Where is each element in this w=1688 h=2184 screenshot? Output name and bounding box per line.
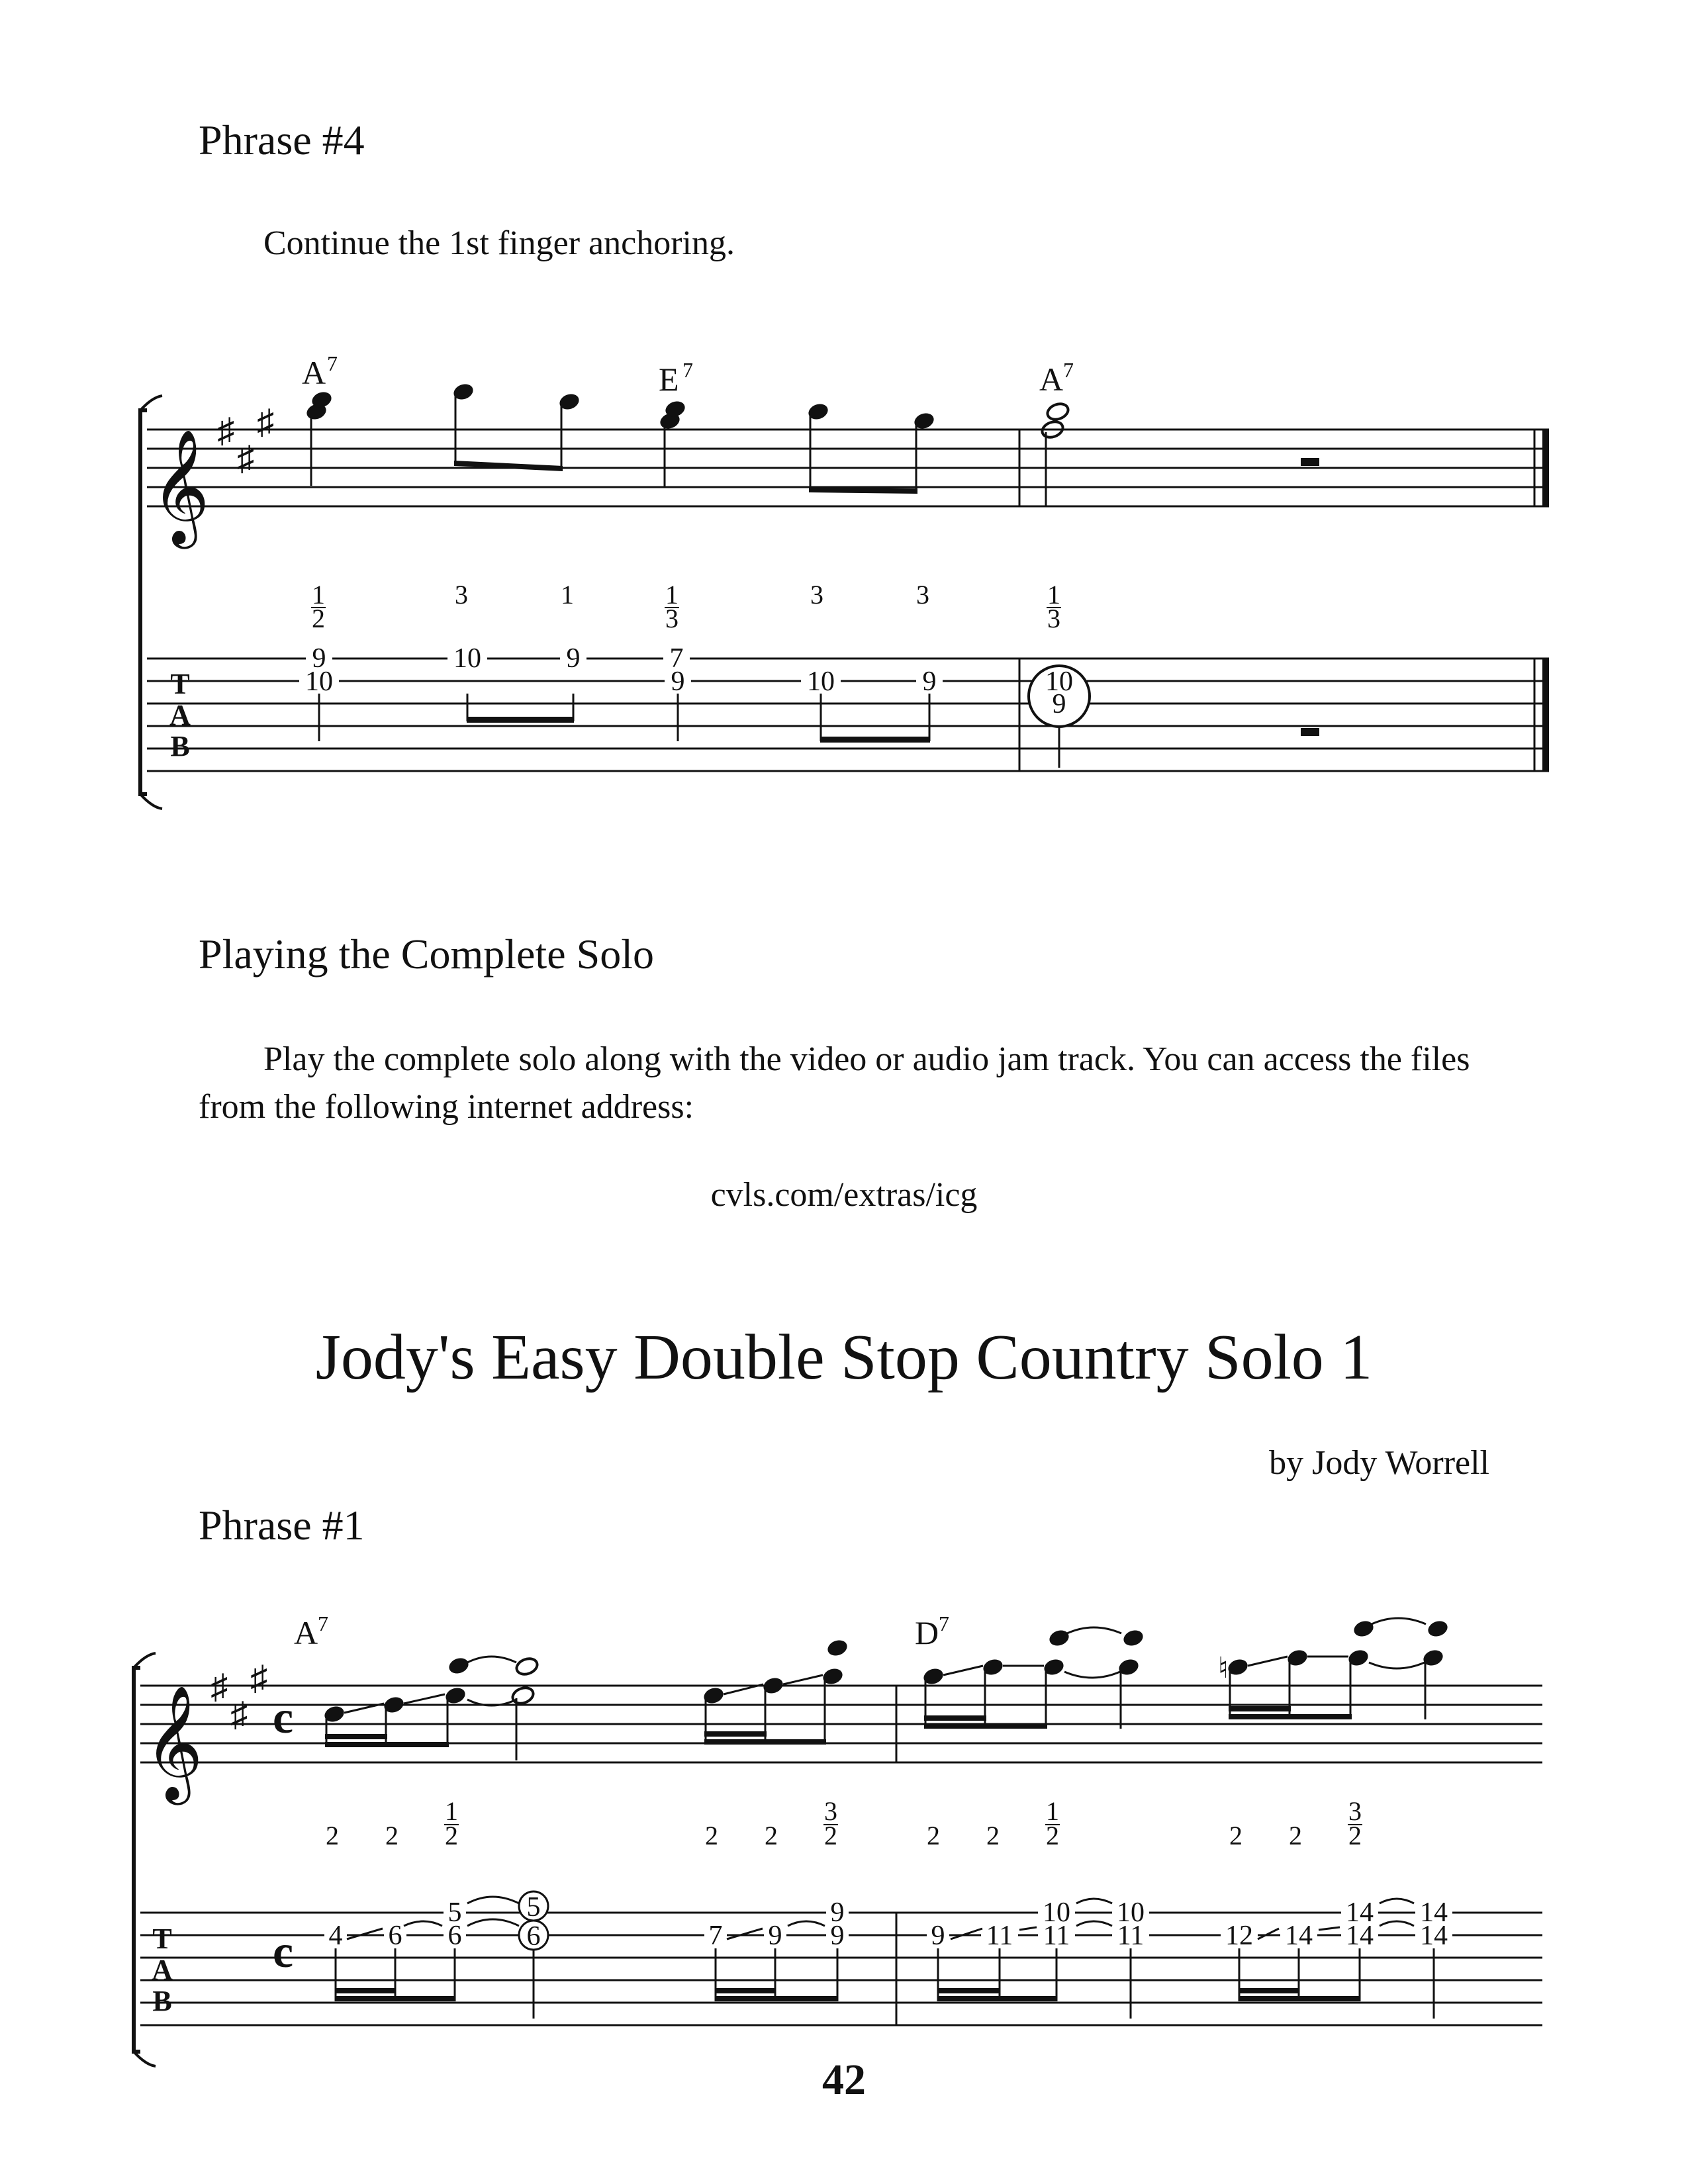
svg-text:♯: ♯ bbox=[237, 440, 254, 478]
fingering-number: 3 bbox=[1348, 1796, 1362, 1826]
chord-symbol: D bbox=[915, 1614, 939, 1651]
treble-clef-icon: 𝄞 bbox=[144, 1688, 203, 1798]
tab-number: 9 bbox=[1052, 689, 1066, 719]
chord-symbol: A bbox=[302, 354, 326, 391]
section-title: Playing the Complete Solo bbox=[199, 931, 654, 978]
common-time-icon: c bbox=[273, 1927, 294, 1978]
fingering-number: 1 bbox=[1047, 580, 1060, 610]
page-number: 42 bbox=[822, 2056, 866, 2104]
chord-superscript: 7 bbox=[327, 351, 338, 375]
tab-number: 10 bbox=[1117, 1897, 1145, 1928]
tab-number: 14 bbox=[1285, 1921, 1313, 1951]
common-time-icon: c bbox=[273, 1692, 294, 1743]
solo-title: Jody's Easy Double Stop Country Solo 1 bbox=[315, 1322, 1373, 1393]
tab-clef-letter: T bbox=[170, 668, 190, 700]
tab-clef-letter: B bbox=[152, 1985, 172, 2017]
tab-number: 4 bbox=[328, 1921, 343, 1951]
tab-number: 6 bbox=[388, 1921, 402, 1951]
svg-text:♯: ♯ bbox=[217, 412, 234, 450]
phrase-4-score bbox=[0, 318, 1688, 834]
chord-superscript: 7 bbox=[1063, 358, 1074, 382]
fingering-number: 2 bbox=[1348, 1821, 1362, 1850]
fingering-number: 3 bbox=[1047, 604, 1060, 633]
tab-number: 10 bbox=[453, 643, 481, 674]
svg-text:♯: ♯ bbox=[250, 1660, 267, 1698]
tab-number: 9 bbox=[312, 643, 326, 674]
chord-symbol: A bbox=[294, 1614, 318, 1651]
tab-number: 10 bbox=[305, 666, 333, 697]
svg-text:♯: ♯ bbox=[257, 404, 274, 441]
tab-clef-letter: A bbox=[169, 699, 191, 731]
resource-url[interactable]: cvls.com/extras/icg bbox=[710, 1176, 978, 1214]
tab-number: 7 bbox=[708, 1921, 723, 1951]
treble-clef-icon: 𝄞 bbox=[151, 432, 210, 542]
tab-number: 5 bbox=[526, 1892, 541, 1923]
phrase-4-instruction: Continue the 1st finger anchoring. bbox=[263, 224, 735, 262]
chord-superscript: 7 bbox=[939, 1612, 949, 1635]
fingering-number: 2 bbox=[1046, 1821, 1059, 1850]
tab-number: 11 bbox=[1043, 1921, 1070, 1951]
tab-number: 7 bbox=[669, 643, 684, 674]
tab-number: 12 bbox=[1225, 1921, 1253, 1951]
tab-number: 11 bbox=[1117, 1921, 1145, 1951]
fingering-number: 3 bbox=[455, 580, 468, 610]
fingering-number: 2 bbox=[326, 1821, 339, 1850]
phrase-1-title: Phrase #1 bbox=[199, 1502, 365, 1549]
chord-symbol: E bbox=[659, 361, 679, 398]
fingering-number: 1 bbox=[445, 1796, 458, 1826]
solo-byline: by Jody Worrell bbox=[1269, 1444, 1489, 1482]
tab-number: 9 bbox=[830, 1897, 845, 1928]
chord-superscript: 7 bbox=[682, 358, 693, 382]
tab-number: 5 bbox=[447, 1897, 462, 1928]
tab-clef-letter: T bbox=[152, 1923, 172, 1955]
tab-number: 11 bbox=[986, 1921, 1013, 1951]
tab-number: 14 bbox=[1420, 1897, 1448, 1928]
phrase-4-title: Phrase #4 bbox=[199, 116, 365, 163]
fingering-number: 1 bbox=[561, 580, 574, 610]
fingering-number: 2 bbox=[445, 1821, 458, 1850]
tab-clef-letter: A bbox=[152, 1954, 173, 1986]
chord-symbol: A bbox=[1039, 361, 1064, 398]
tab-number: 10 bbox=[1043, 1897, 1070, 1928]
fingering-number: 3 bbox=[665, 604, 679, 633]
fingering-number: 1 bbox=[312, 580, 325, 610]
tab-number: 9 bbox=[931, 1921, 945, 1951]
tab-number: 10 bbox=[1045, 666, 1073, 697]
tab-clef-letter: B bbox=[170, 730, 190, 762]
section-paragraph: Play the complete solo along with the video or audio jam track. You can access the files from the following internet address: bbox=[199, 1040, 1470, 1126]
fingering-number: 2 bbox=[1229, 1821, 1243, 1850]
tab-number: 9 bbox=[922, 666, 937, 697]
svg-text:♯: ♯ bbox=[211, 1668, 228, 1706]
phrase-1-score bbox=[0, 1588, 1688, 2052]
fingering-number: 3 bbox=[916, 580, 929, 610]
natural-sign-icon: ♮ bbox=[1218, 1652, 1229, 1684]
tab-number: 10 bbox=[807, 666, 835, 697]
fingering-number: 2 bbox=[312, 604, 325, 633]
fingering-number: 2 bbox=[1289, 1821, 1302, 1850]
fingering-number: 3 bbox=[810, 580, 823, 610]
tab-number: 14 bbox=[1346, 1897, 1374, 1928]
fingering-number: 2 bbox=[385, 1821, 399, 1850]
tab-number: 6 bbox=[526, 1921, 541, 1952]
fingering-number: 3 bbox=[824, 1796, 837, 1826]
svg-text:♯: ♯ bbox=[230, 1696, 248, 1734]
fingering-number: 1 bbox=[665, 580, 679, 610]
fingering-number: 1 bbox=[1046, 1796, 1059, 1826]
tab-number: 9 bbox=[768, 1921, 782, 1951]
tab-number: 14 bbox=[1346, 1921, 1374, 1951]
fingering-number: 2 bbox=[705, 1821, 718, 1850]
tab-number: 9 bbox=[671, 666, 685, 697]
tab-number: 9 bbox=[566, 643, 581, 674]
key-signature-icon bbox=[217, 404, 274, 478]
tab-number: 14 bbox=[1420, 1921, 1448, 1951]
key-signature-icon bbox=[211, 1660, 267, 1734]
fingering-number: 2 bbox=[824, 1821, 837, 1850]
tab-number: 9 bbox=[830, 1921, 845, 1951]
fingering-number: 2 bbox=[986, 1821, 1000, 1850]
chord-superscript: 7 bbox=[318, 1612, 328, 1635]
tab-number: 6 bbox=[447, 1921, 462, 1951]
fingering-number: 2 bbox=[765, 1821, 778, 1850]
fingering-number: 2 bbox=[927, 1821, 940, 1850]
